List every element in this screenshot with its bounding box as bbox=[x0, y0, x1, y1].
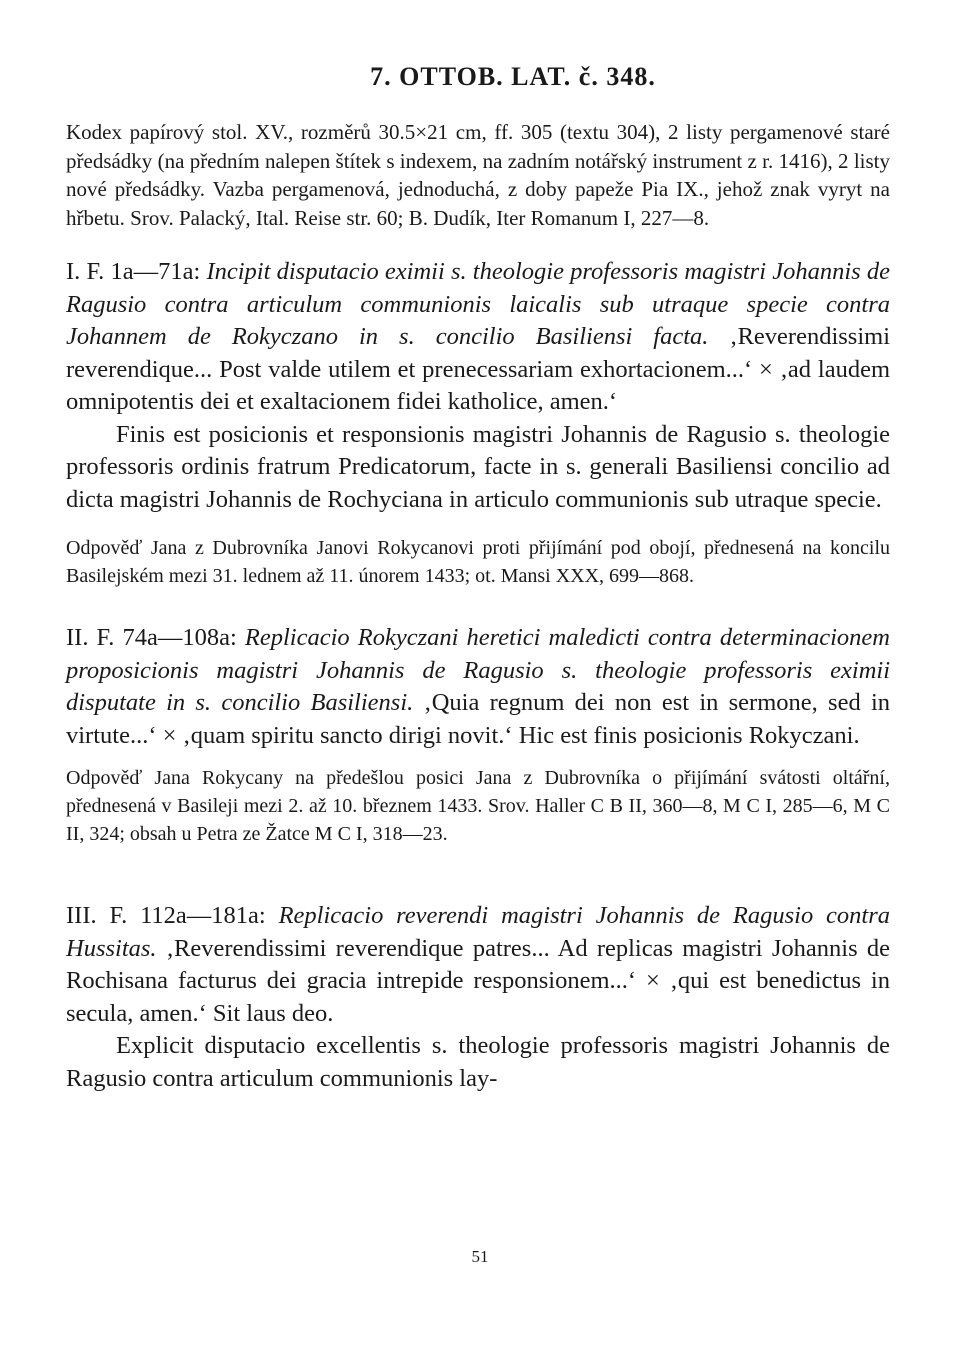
page-title: 7. OTTOB. LAT. č. 348. bbox=[370, 62, 656, 91]
entry-3 bbox=[66, 900, 890, 1095]
entry-incipit-title: Replicacio reverendi magistri Johannis de Ragusio contra Hussitas. bbox=[66, 902, 890, 962]
page-body bbox=[66, 62, 890, 1095]
entry-3-explicit: Explicit disputacio excellentis s. theologie professoris magistri Johannis de Ragusio contra articulum communionis lay- bbox=[66, 1032, 890, 1092]
entry-incipit-title: Replicacio Rokyczani heretici maledicti contra determinacionem proposicionis magistri Johannis de Ragusio s. theologie professoris eximii disputate in s. concilio Basiliensi. bbox=[66, 624, 890, 716]
entry-quote: ‚Reverendissimi reverendique... Post valde utilem et prenecessariam exhortacionem...‘ × ‚ad laudem omnipotentis dei et exaltacionem fidei katholice, amen.‘ bbox=[66, 323, 890, 415]
entry-3-text bbox=[66, 900, 890, 1030]
entry-ref: II. F. 74a—108a: bbox=[66, 624, 237, 651]
entry-1-text bbox=[66, 256, 890, 419]
entry-2 bbox=[66, 622, 890, 848]
entry-2-note: Odpověď Jana Rokycany na předešlou posici Jana z Dubrovníka o přijímání svátosti oltářní, přednesená v Basileji mezi 2. až 10. březnem 1433. Srov. Haller C B II, 360—8, M C I, 285—6, M C II, 324; obsah u Petra ze Žatce M C I, 318—23. bbox=[66, 767, 890, 845]
entry-ref: I. F. 1a—71a: bbox=[66, 258, 201, 285]
page-number: 51 bbox=[471, 1247, 489, 1266]
codex-description: Kodex papírový stol. XV., rozměrů 30.5×21 cm, ff. 305 (textu 304), 2 listy pergamenové staré předsádky (na předním nalepen štítek s indexem, na zadním notářský instrument z r. 1416), 2 listy nové předsádky. Vazba pergamenová, jednoduchá, z doby papeže Pia IX., jehož znak vyryt na hřbetu. Srov. Palacký, Ital. Reise str. 60; B. Dudík, Iter Romanum I, 227—8. bbox=[66, 120, 890, 230]
entry-quote: ‚Quia regnum dei non est in sermone, sed in virtute...‘ × ‚quam spiritu sancto dirigi novit.‘ Hic est finis posicionis Rokyczani. bbox=[66, 689, 891, 749]
entry-2-text bbox=[66, 622, 890, 752]
entry-quote: ‚Reverendissimi reverendique patres... Ad replicas magistri Johannis de Rochisana facturus dei gracia intrepide responsionem...‘ × ‚qui est benedictus in secula, amen.‘ Sit laus deo. bbox=[66, 934, 891, 1027]
entry-1-note: Odpověď Jana z Dubrovníka Janovi Rokycanovi proti přijímání pod obojí, přednesená na koncilu Basilejském mezi 31. lednem až 11. únorem 1433; ot. Mansi XXX, 699—868. bbox=[66, 537, 890, 587]
entry-ref: III. F. 112a—181a: bbox=[66, 902, 266, 929]
entry-incipit-title: Incipit disputacio eximii s. theologie professoris magistri Johannis de Ragusio contra articulum communionis laicalis sub utraque specie contra Johannem de Rokyczano in s. concilio Basiliensi facta. bbox=[66, 258, 891, 350]
entry-1 bbox=[66, 256, 890, 590]
entry-1-explicit: Finis est posicionis et responsionis magistri Johannis de Ragusio s. theologie professoris ordinis fratrum Predicatorum, facte in s. generali Basiliensi concilio ad dicta magistri Johannis de Rochyciana in articulo communionis sub utraque specie. bbox=[66, 420, 890, 513]
